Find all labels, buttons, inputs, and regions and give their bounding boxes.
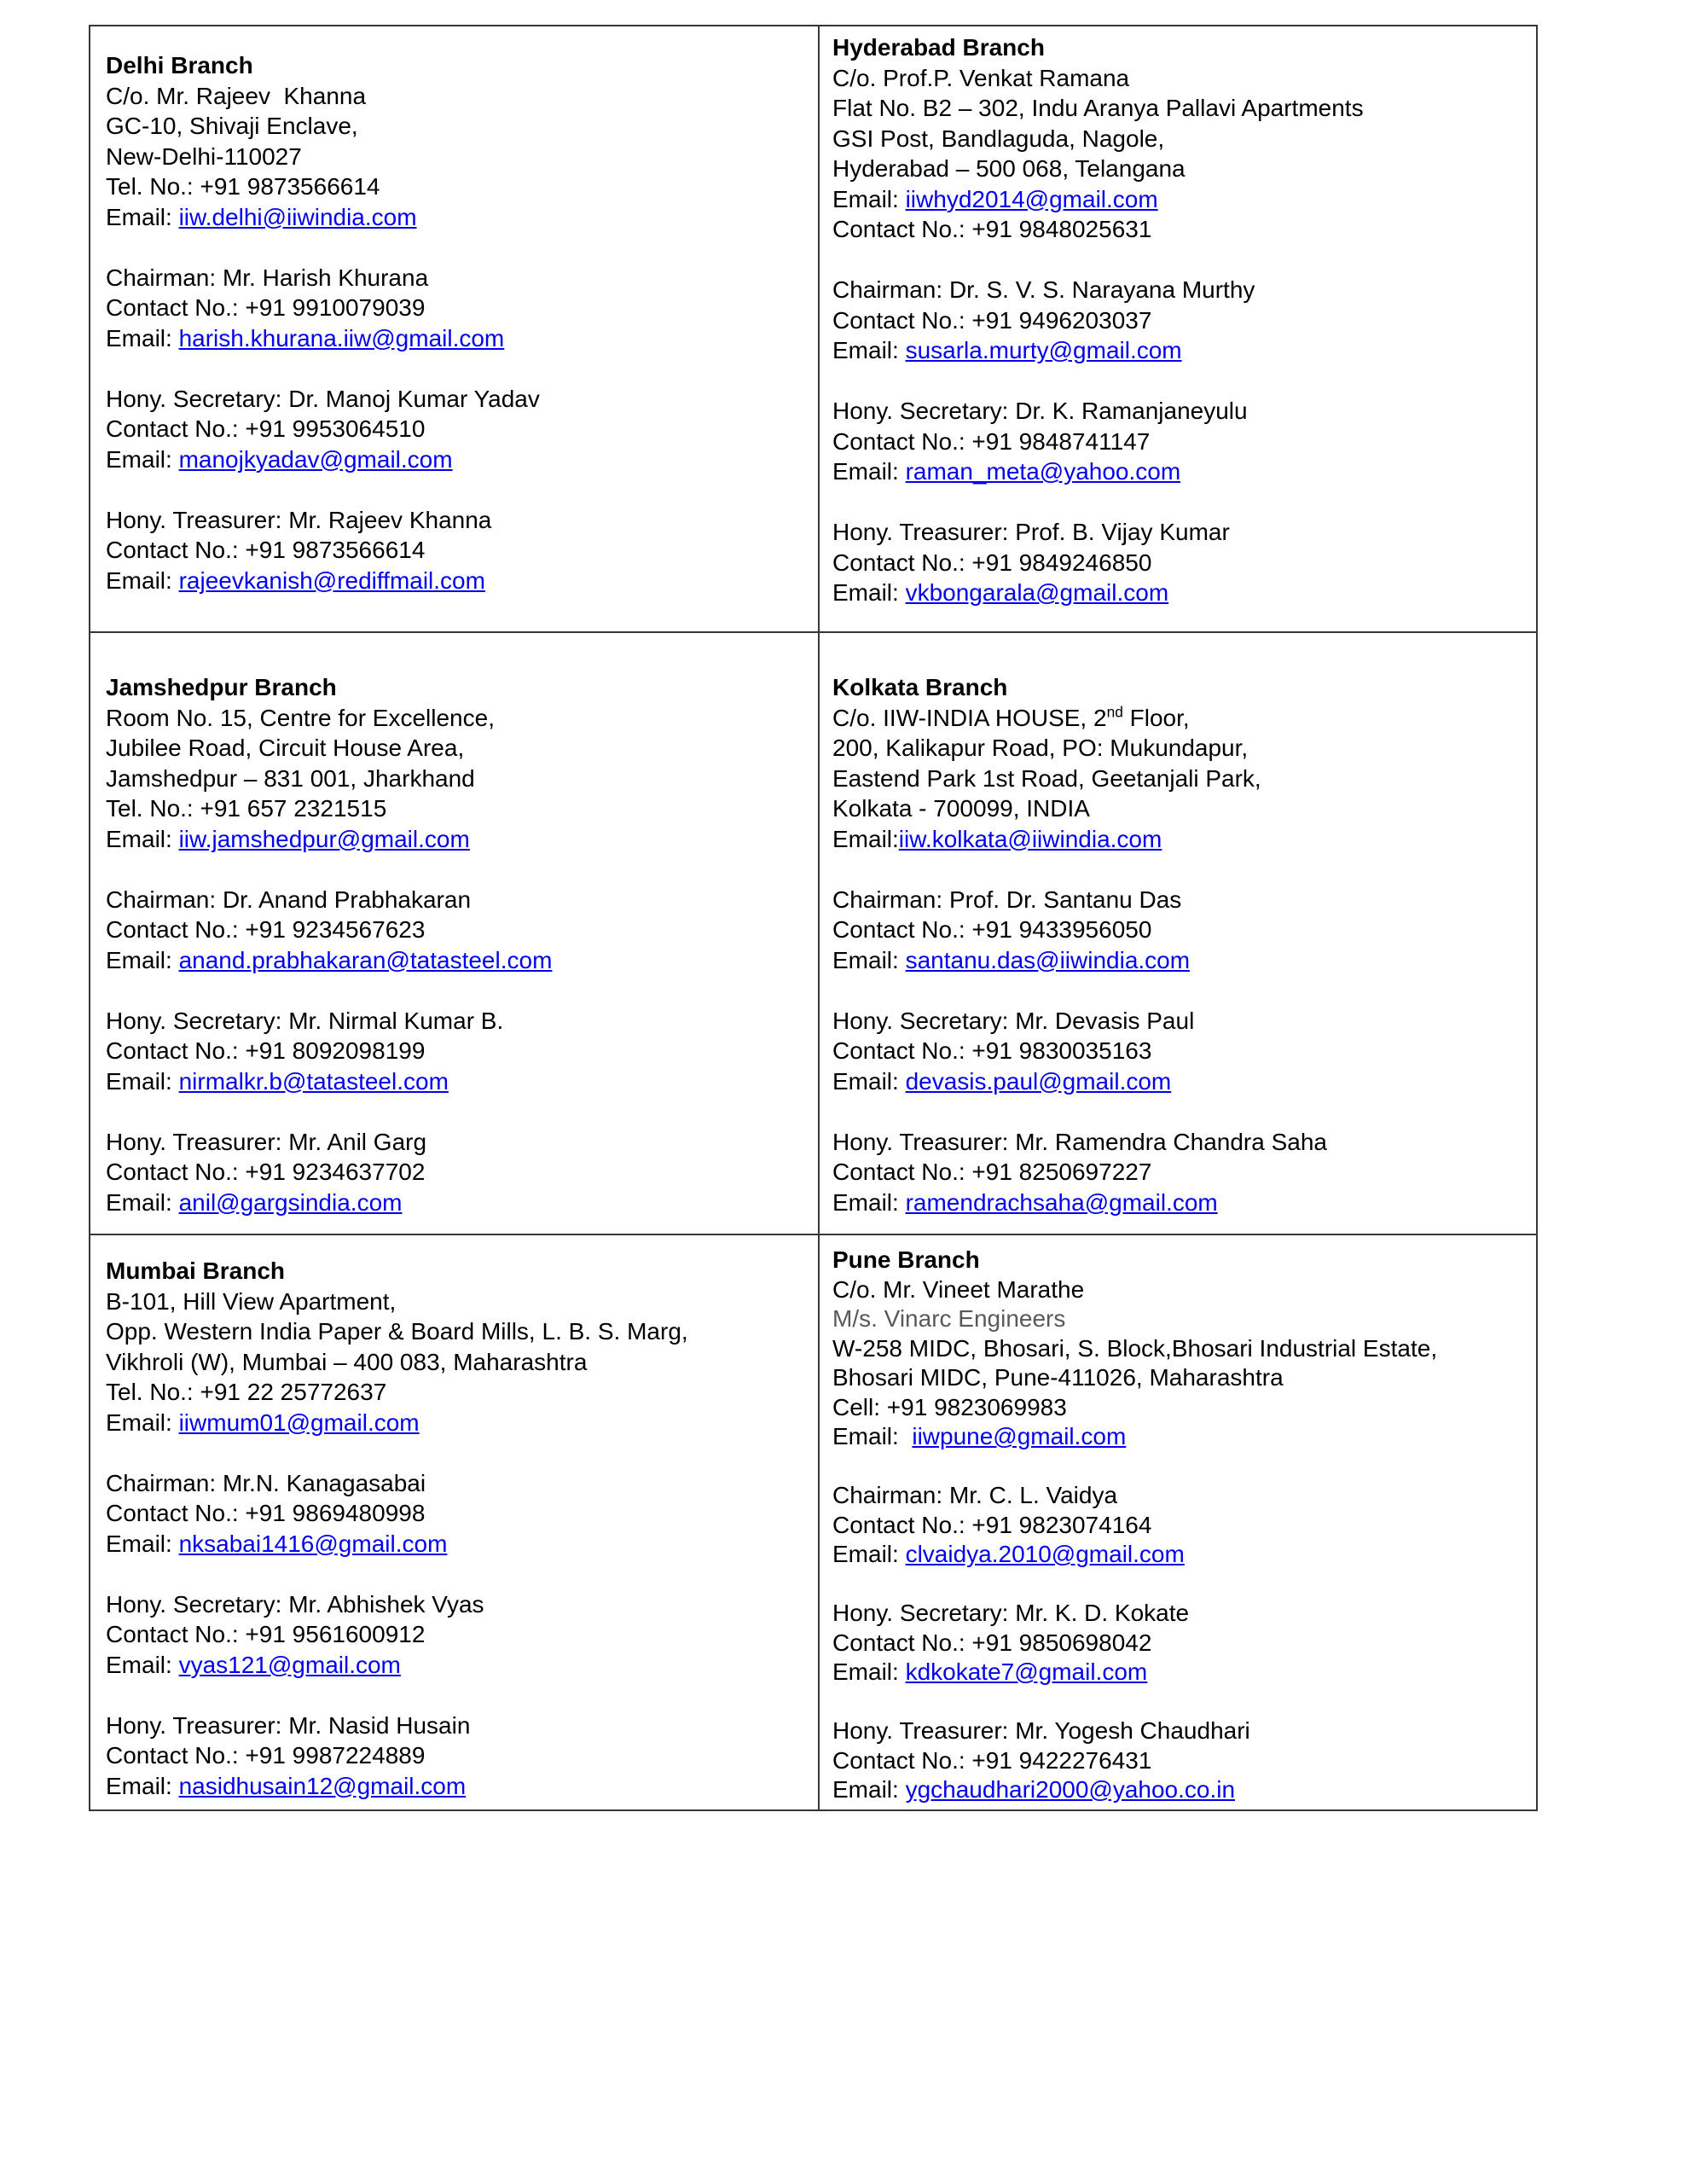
text-segment: Contact No.: +91 8092098199 [106,1037,426,1064]
text-segment: Tel. No.: +91 22 25772637 [106,1379,387,1405]
text-segment: Email: [106,1772,179,1799]
text-line [106,323,808,354]
text-line [106,703,808,734]
text-segment: Email: [832,185,906,212]
text-line [832,1304,1526,1334]
blank-line [832,1096,1526,1127]
text-line [106,1066,808,1097]
text-segment: Email: [832,458,906,485]
text-line [832,1066,1526,1097]
text-line [832,1746,1526,1776]
text-segment: Contact No.: +91 9953064510 [106,415,426,442]
text-line [832,1629,1526,1658]
text-line [832,1275,1526,1305]
blank-line [832,1452,1526,1482]
email-link[interactable]: vkbongarala@gmail.com [905,579,1169,606]
text-line [106,142,808,172]
text-line [106,1740,808,1771]
text-segment: Email: [832,1067,906,1095]
email-link[interactable]: iiwpune@gmail.com [912,1423,1127,1449]
text-segment: Chairman: Dr. Anand Prabhakaran [106,886,472,913]
text-segment: Contact No.: +91 9869480998 [106,1500,426,1526]
text-line [832,915,1526,945]
text-line [106,293,808,323]
text-line [106,1771,808,1802]
blank-line [106,353,808,384]
text-segment: Jamshedpur – 831 001, Jharkhand [106,764,475,792]
text-line [106,414,808,444]
email-link[interactable]: iiw.jamshedpur@gmail.com [178,825,470,852]
text-segment: Email: [832,1188,906,1216]
text-line [106,384,808,415]
text-line [106,111,808,142]
text-line [832,1334,1526,1364]
text-segment: Contact No.: +91 9873566614 [106,537,426,563]
email-link[interactable]: ygchaudhari2000@yahoo.co.in [905,1776,1236,1803]
text-segment: Cell: +91 9823069983 [832,1393,1067,1420]
text-line [106,1036,808,1066]
text-line [106,793,808,824]
text-segment: Hony. Treasurer: Mr. Rajeev Khanna [106,506,492,533]
text-line [832,93,1526,124]
text-line [106,81,808,112]
branch-cell-jamshedpur [90,633,820,1235]
text-segment: Kolkata - 700099, INDIA [832,795,1090,822]
text-segment: C/o. IIW-INDIA HOUSE, 2 [832,704,1107,731]
text-line [832,703,1526,734]
text-line [106,824,808,855]
email-link[interactable]: iiw.delhi@iiwindia.com [178,203,417,230]
branch-details-kolkata [832,703,1526,1218]
text-segment: Hony. Treasurer: Mr. Nasid Husain [106,1711,471,1739]
branch-details-hyderabad [832,63,1526,608]
text-segment: Hony. Treasurer: Mr. Yogesh Chaudhari [832,1717,1250,1744]
text-segment: Eastend Park 1st Road, Geetanjali Park, [832,764,1261,792]
text-line [832,793,1526,824]
blank-line [106,474,808,505]
blank-line [106,1096,808,1127]
text-line [106,764,808,794]
text-segment: C/o. Prof.P. Venkat Ramana [832,64,1130,91]
text-segment: Contact No.: +91 8250697227 [832,1159,1152,1185]
text-line [106,1316,808,1347]
blank-line [106,1559,808,1589]
text-line [106,1711,808,1741]
email-link[interactable]: anil@gargsindia.com [178,1188,403,1216]
text-segment: Contact No.: +91 9496203037 [832,306,1152,334]
text-segment: Email: [106,1530,179,1557]
superscript-text: nd [1106,703,1123,721]
text-line [832,1127,1526,1158]
text-segment: Hony. Treasurer: Prof. B. Vijay Kumar [832,519,1230,545]
text-line [106,1377,808,1408]
text-segment: Email: [832,1776,906,1803]
text-segment: Email: [106,324,179,351]
text-segment: Tel. No.: +91 657 2321515 [106,795,387,822]
email-link[interactable]: rajeevkanish@rediffmail.com [178,566,485,594]
blank-line [106,975,808,1006]
blank-line [106,232,808,263]
branch-cell-delhi [90,26,820,633]
email-link[interactable]: iiwmum01@gmail.com [178,1409,420,1436]
text-segment: Chairman: Mr. Harish Khurana [106,264,429,291]
text-segment: Contact No.: +91 9433956050 [832,916,1152,943]
email-link[interactable]: manojkyadav@gmail.com [178,445,453,473]
company-name-text: M/s. Vinarc Engineers [832,1305,1066,1332]
text-segment: Hony. Treasurer: Mr. Ramendra Chandra Saha [832,1128,1327,1155]
text-segment: Contact No.: +91 9910079039 [106,294,426,321]
text-line [832,184,1526,215]
text-segment: Contact No.: +91 9849246850 [832,549,1152,576]
text-line [832,548,1526,578]
blank-line [832,1687,1526,1717]
text-segment: Hony. Secretary: Mr. Abhishek Vyas [106,1590,484,1618]
text-line [832,1481,1526,1511]
text-line [832,1006,1526,1037]
text-line [106,1287,808,1317]
text-segment: GC-10, Shivaji Enclave, [106,113,358,139]
text-segment: GSI Post, Bandlaguda, Nagole, [832,125,1165,152]
text-segment: Contact No.: +91 9830035163 [832,1037,1152,1064]
text-segment: C/o. Mr. Vineet Marathe [832,1275,1085,1303]
text-segment: Contact No.: +91 9848741147 [832,427,1151,455]
text-line [106,566,808,596]
email-link[interactable]: nirmalkr.b@tatasteel.com [178,1067,449,1095]
text-line [832,1393,1526,1423]
text-line [832,456,1526,487]
text-segment: Email: [106,946,179,973]
branch-contact-table [89,25,1538,1811]
text-segment: Email: [106,1067,179,1095]
text-line [106,1006,808,1037]
email-link[interactable]: ramendrachsaha@gmail.com [905,1188,1218,1216]
branch-cell-hyderabad [820,26,1536,633]
text-line [832,1716,1526,1746]
text-segment: C/o. Mr. Rajeev Khanna [106,82,367,109]
text-line [106,1589,808,1620]
text-line [106,945,808,976]
text-segment: Email: [106,203,179,230]
text-line [832,63,1526,94]
text-segment: Hony. Secretary: Mr. Nirmal Kumar B. [106,1007,504,1034]
email-link[interactable]: susarla.murty@gmail.com [905,337,1182,363]
blank-line [832,1570,1526,1600]
branch-title-delhi: Delhi Branch [106,52,253,78]
text-segment: Contact No.: +91 9987224889 [106,1742,426,1769]
text-segment: Email: [106,566,179,594]
text-line [832,764,1526,794]
text-segment: Chairman: Mr. C. L. Vaidya [832,1482,1118,1508]
branch-title-mumbai: Mumbai Branch [106,1258,286,1284]
email-link[interactable]: iiw.kolkata@iiwindia.com [898,825,1162,852]
text-segment: Hony. Treasurer: Mr. Anil Garg [106,1128,427,1155]
text-segment: Contact No.: +91 9850698042 [832,1629,1152,1656]
text-line [106,733,808,764]
text-segment: 200, Kalikapur Road, PO: Mukundapur, [832,735,1249,761]
blank-line [832,366,1526,397]
text-segment: Jubilee Road, Circuit House Area, [106,735,465,761]
branch-title-pune: Pune Branch [832,1246,980,1273]
branch-cell-pune [820,1235,1536,1809]
branch-details-delhi [106,81,808,596]
text-line [832,1658,1526,1687]
text-line [832,124,1526,154]
email-link[interactable]: vyas121@gmail.com [178,1651,401,1678]
text-line [832,945,1526,976]
text-segment: Flat No. B2 – 302, Indu Aranya Pallavi Apartments [832,95,1364,121]
text-line [106,202,808,233]
blank-line [832,975,1526,1006]
text-line [832,154,1526,184]
text-line [106,1468,808,1499]
branch-details-pune [832,1275,1526,1805]
text-line [832,517,1526,548]
branch-title-jamshedpur: Jamshedpur Branch [106,674,337,700]
text-line [832,214,1526,245]
email-link[interactable]: raman_meta@yahoo.com [905,458,1181,485]
text-line [832,305,1526,336]
text-line [106,1347,808,1378]
text-segment: Email: [106,1651,179,1678]
text-segment: Email: [106,1188,179,1216]
text-segment: Contact No.: +91 9848025631 [832,216,1152,242]
text-line [832,1540,1526,1570]
text-segment: Tel. No.: +91 9873566614 [106,173,380,200]
email-link[interactable]: kdkokate7@gmail.com [905,1658,1148,1685]
email-link[interactable]: clvaidya.2010@gmail.com [905,1541,1185,1567]
text-segment: Email: [832,946,906,973]
blank-line [106,1438,808,1468]
text-line [832,427,1526,457]
text-segment: Hony. Secretary: Dr. K. Ramanjaneyulu [832,398,1248,424]
text-line [832,1422,1526,1452]
text-line [106,1408,808,1438]
text-segment: Email: [832,1658,906,1685]
text-segment: Bhosari MIDC, Pune-411026, Maharashtra [832,1364,1284,1391]
text-segment: Chairman: Dr. S. V. S. Narayana Murthy [832,276,1255,303]
text-line [106,1619,808,1650]
text-line [106,1529,808,1560]
text-line [832,885,1526,915]
text-segment: Opp. Western India Paper & Board Mills, L. B. S. Marg, [106,1318,688,1345]
text-line [106,915,808,945]
text-segment: Hony. Secretary: Dr. Manoj Kumar Yadav [106,385,540,412]
branch-details-jamshedpur [106,703,808,1218]
text-segment: New-Delhi-110027 [106,142,302,170]
branch-details-mumbai [106,1287,808,1802]
email-link[interactable]: nksabai1416@gmail.com [178,1530,448,1557]
email-link[interactable]: santanu.das@iiwindia.com [905,946,1191,973]
text-line [832,335,1526,366]
text-segment: Vikhroli (W), Mumbai – 400 083, Maharashtra [106,1348,588,1375]
text-line [106,263,808,293]
text-segment: Email: [832,337,906,363]
text-segment: Contact No.: +91 9234637702 [106,1159,426,1185]
text-segment: Hony. Secretary: Mr. Devasis Paul [832,1007,1195,1034]
text-segment: Email: [106,445,179,473]
text-segment: Email: [832,1541,906,1567]
text-segment: Email: [832,825,899,852]
text-line [106,171,808,202]
text-segment: Hony. Secretary: Mr. K. D. Kokate [832,1600,1190,1626]
text-segment: Room No. 15, Centre for Excellence, [106,704,495,731]
text-line [832,1157,1526,1188]
blank-line [832,245,1526,276]
blank-line [106,854,808,885]
text-segment: Email: [832,1423,913,1449]
blank-line [106,1680,808,1711]
email-link[interactable]: devasis.paul@gmail.com [905,1067,1172,1095]
branch-cell-kolkata [820,633,1536,1235]
text-segment: Contact No.: +91 9422276431 [832,1746,1152,1774]
email-link[interactable]: iiwhyd2014@gmail.com [905,185,1158,212]
blank-line [832,854,1526,885]
blank-line [832,487,1526,518]
text-line [832,824,1526,855]
text-line [832,1036,1526,1066]
text-line [832,1599,1526,1629]
text-line [106,535,808,566]
text-line [106,444,808,475]
text-line [832,1511,1526,1541]
text-segment: Hyderabad – 500 068, Telangana [832,155,1186,182]
branch-cell-mumbai [90,1235,820,1809]
text-line [106,1157,808,1188]
text-segment: Contact No.: +91 9561600912 [106,1621,426,1647]
text-segment: Chairman: Mr.N. Kanagasabai [106,1469,426,1496]
email-link[interactable]: nasidhusain12@gmail.com [178,1772,467,1799]
text-segment: Email: [832,579,906,606]
text-line [106,1650,808,1681]
branch-title-kolkata: Kolkata Branch [832,674,1008,700]
text-segment: Floor, [1122,704,1190,731]
text-line [832,733,1526,764]
text-segment: Chairman: Prof. Dr. Santanu Das [832,886,1182,913]
email-link[interactable]: harish.khurana.iiw@gmail.com [178,324,505,351]
text-segment: Contact No.: +91 9234567623 [106,916,426,943]
branch-title-hyderabad: Hyderabad Branch [832,34,1045,61]
email-link[interactable]: anand.prabhakaran@tatasteel.com [178,946,553,973]
text-line [106,1498,808,1529]
text-line [832,396,1526,427]
text-line [832,1775,1526,1805]
text-line [106,1188,808,1218]
text-segment: B-101, Hill View Apartment, [106,1287,397,1315]
text-segment: Email: [106,1409,179,1436]
text-segment: Email: [106,825,179,852]
text-line [106,1127,808,1158]
text-line [106,885,808,915]
text-segment: W-258 MIDC, Bhosari, S. Block,Bhosari Industrial Estate, [832,1334,1438,1362]
text-line [106,505,808,536]
text-line [832,1188,1526,1218]
text-line [832,275,1526,305]
text-line [832,1363,1526,1393]
text-segment: Contact No.: +91 9823074164 [832,1511,1152,1538]
text-line [832,578,1526,608]
